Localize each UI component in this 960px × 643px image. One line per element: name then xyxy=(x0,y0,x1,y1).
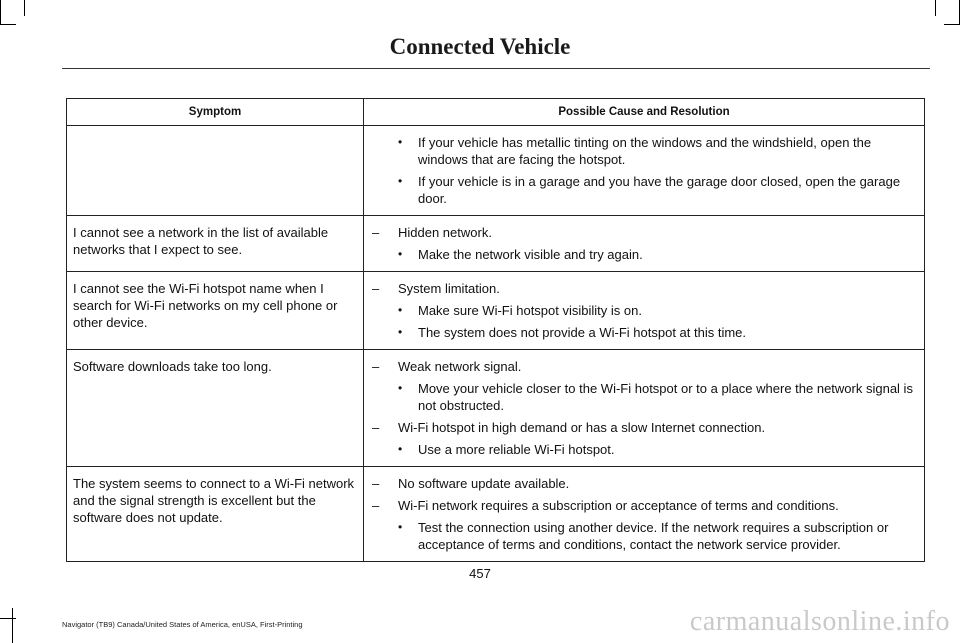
bullet-marker: • xyxy=(398,520,403,534)
troubleshooting-table xyxy=(66,98,925,562)
item-text: Wi-Fi network requires a subscription or acceptance of terms and conditions. xyxy=(398,498,839,513)
bullet-marker: • xyxy=(398,325,403,339)
item-text: Make the network visible and try again. xyxy=(418,247,643,262)
resolution-item xyxy=(370,324,920,341)
item-text: Move your vehicle closer to the Wi-Fi hotspot or to a place where the network signal is not obstructed. xyxy=(418,381,913,413)
resolution-item xyxy=(370,519,920,553)
dash-marker: – xyxy=(372,420,380,435)
cause-item xyxy=(370,224,920,241)
resolution-item xyxy=(370,441,920,458)
page-number: 457 xyxy=(469,566,491,581)
item-text: Use a more reliable Wi-Fi hotspot. xyxy=(418,442,615,457)
bullet-marker: • xyxy=(398,247,403,261)
resolution-item xyxy=(370,380,920,414)
item-text: If your vehicle has metallic tinting on the windows and the windshield, open the windows that are facing the hotspot. xyxy=(418,135,872,167)
bullet-marker: • xyxy=(398,303,403,317)
item-text: Make sure Wi-Fi hotspot visibility is on. xyxy=(418,303,642,318)
column-header-symptom: Symptom xyxy=(67,99,364,126)
crop-mark xyxy=(935,0,936,16)
table-body xyxy=(67,126,925,562)
symptom-cell: I cannot see the Wi-Fi hotspot name when I search for Wi-Fi networks on my cell phone or other device. xyxy=(67,272,364,350)
resolution-item xyxy=(370,173,920,207)
resolution-item xyxy=(370,134,920,168)
footer-text: Navigator (TB9) Canada/United States of America, enUSA, First-Printing xyxy=(62,620,303,629)
crop-mark xyxy=(24,0,25,16)
symptom-cell: Software downloads take too long. xyxy=(67,350,364,467)
crop-mark xyxy=(944,24,960,25)
page-title: Connected Vehicle xyxy=(389,34,571,59)
table-row xyxy=(67,467,925,562)
resolution-cell xyxy=(364,126,925,216)
crop-mark xyxy=(0,618,16,619)
item-text: No software update available. xyxy=(398,476,570,491)
dash-marker: – xyxy=(372,359,380,374)
resolution-cell xyxy=(364,272,925,350)
bullet-marker: • xyxy=(398,174,403,188)
table-row xyxy=(67,350,925,467)
crop-mark xyxy=(0,24,16,25)
watermark: carmanualsonline.info xyxy=(689,606,950,637)
table-row xyxy=(67,216,925,272)
table-row xyxy=(67,272,925,350)
bullet-marker: • xyxy=(398,442,403,456)
bullet-marker: • xyxy=(398,381,403,395)
item-text: Hidden network. xyxy=(398,225,492,240)
resolution-item xyxy=(370,246,920,263)
resolution-cell xyxy=(364,467,925,562)
dash-marker: – xyxy=(372,476,380,491)
item-text: If your vehicle is in a garage and you have the garage door closed, open the garage door. xyxy=(418,174,901,206)
item-text: Wi-Fi hotspot in high demand or has a slow Internet connection. xyxy=(398,420,766,435)
table-row xyxy=(67,126,925,216)
title-divider xyxy=(62,68,930,69)
column-header-resolution: Possible Cause and Resolution xyxy=(364,99,925,126)
symptom-cell: The system seems to connect to a Wi-Fi network and the signal strength is excellent but the software does not update. xyxy=(67,467,364,562)
cause-item xyxy=(370,280,920,297)
crop-mark xyxy=(12,608,13,643)
item-text: System limitation. xyxy=(398,281,500,296)
cause-item xyxy=(370,419,920,436)
table-header-row xyxy=(67,99,925,126)
cause-item xyxy=(370,358,920,375)
item-text: Test the connection using another device. If the network requires a subscription or acceptance of terms and conditions, contact the network service provider. xyxy=(418,520,889,552)
resolution-cell xyxy=(364,350,925,467)
resolution-item xyxy=(370,302,920,319)
symptom-cell xyxy=(67,126,364,216)
cause-item xyxy=(370,497,920,514)
dash-marker: – xyxy=(372,281,380,296)
resolution-cell xyxy=(364,216,925,272)
bullet-marker: • xyxy=(398,135,403,149)
item-text: The system does not provide a Wi-Fi hotspot at this time. xyxy=(418,325,747,340)
cause-item xyxy=(370,475,920,492)
crop-mark xyxy=(0,0,1,24)
dash-marker: – xyxy=(372,498,380,513)
dash-marker: – xyxy=(372,225,380,240)
symptom-cell: I cannot see a network in the list of available networks that I expect to see. xyxy=(67,216,364,272)
item-text: Weak network signal. xyxy=(398,359,522,374)
